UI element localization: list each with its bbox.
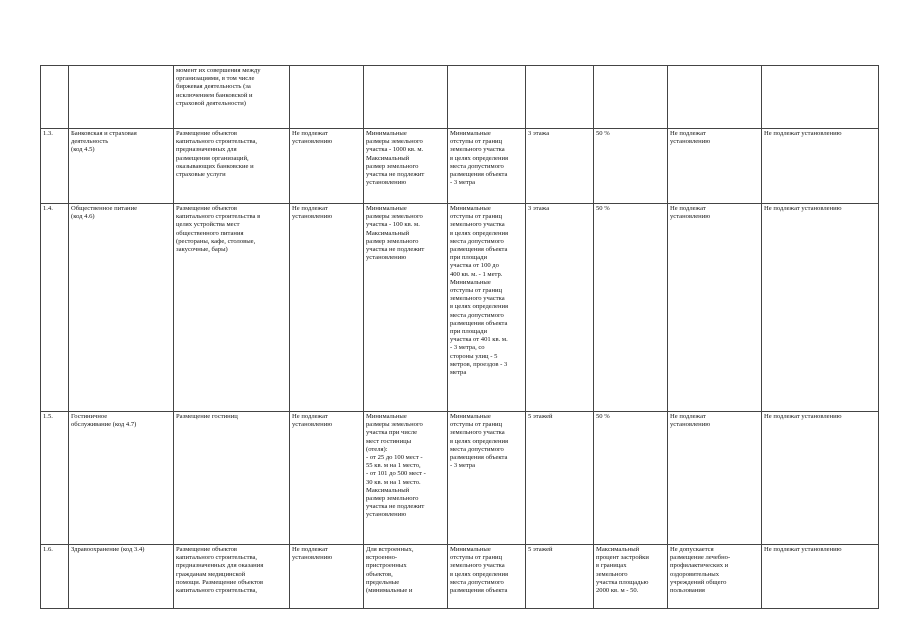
use-description-cell: Размещение гостиниц (174, 412, 290, 545)
coverage-cell: Максимальный процент застройки в границах земельного участка площадью 2000 кв. м - 50. (594, 545, 668, 609)
setback-cell (448, 66, 526, 129)
plot-size-cell: Для встроенных, встроенно- пристроенных объектов, предельные (минимальные и (364, 545, 448, 609)
plot-size-cell: Минимальные размеры земельного участка при числе мест гостиницы (отеля): - от 25 до 100 мест - 55 кв. м на 1 место, - от 101 до 500 мест - 30 кв. м на 1 место. Максимальный размер земельного участка не подлежит установлению (364, 412, 448, 545)
land-use-name-cell: Банковская и страховая деятельность (код 4.5) (69, 129, 174, 204)
plot-size-cell: Минимальные размеры земельного участка - 1000 кв. м. Максимальный размер земельного участка не подлежит установлению (364, 129, 448, 204)
land-use-name-cell (69, 66, 174, 129)
cell-col9: Не подлежат установлению (668, 129, 762, 204)
cell-col9: Не допускается размещение лечебно- профилактических и оздоровительных учреждений общего пользования (668, 545, 762, 609)
table-row (41, 204, 879, 412)
table-row (41, 412, 879, 545)
row-number-cell: 1.6. (41, 545, 69, 609)
cell-col4: Не подлежат установлению (290, 204, 364, 412)
use-description-cell: Размещение объектов капитального строительства, предназначенных для размещения организаций, оказывающих банковские и страховые услуги (174, 129, 290, 204)
floors-cell: 5 этажей (526, 412, 594, 545)
floors-cell (526, 66, 594, 129)
land-use-name-cell: Гостиничное обслуживание (код 4.7) (69, 412, 174, 545)
cell-col10: Не подлежат установлению (762, 545, 879, 609)
cell-col9: Не подлежат установлению (668, 204, 762, 412)
row-number-cell: 1.3. (41, 129, 69, 204)
use-description-cell: Размещение объектов капитального строительства, предназначенных для оказания гражданам медицинской помощи. Размещение объектов капитального строительства, (174, 545, 290, 609)
floors-cell: 3 этажа (526, 129, 594, 204)
plot-size-cell: Минимальные размеры земельного участка - 100 кв. м. Максимальный размер земельного участка не подлежит установлению (364, 204, 448, 412)
setback-cell: Минимальные отступы от границ земельного участка в целях определения места допустимого размещения объекта (448, 545, 526, 609)
row-number-cell: 1.5. (41, 412, 69, 545)
table-row (41, 66, 879, 129)
cell-col10: Не подлежат установлению (762, 129, 879, 204)
table-row (41, 545, 879, 609)
zoning-regulations-table (40, 65, 879, 609)
coverage-cell: 50 % (594, 129, 668, 204)
row-number-cell (41, 66, 69, 129)
setback-cell: Минимальные отступы от границ земельного участка в целях определения места допустимого размещения объекта - 3 метра (448, 412, 526, 545)
coverage-cell (594, 66, 668, 129)
floors-cell: 5 этажей (526, 545, 594, 609)
use-description-cell: Размещение объектов капитального строительства в целях устройства мест общественного питания (рестораны, кафе, столовые, закусочные, бары) (174, 204, 290, 412)
cell-col4: Не подлежат установлению (290, 412, 364, 545)
cell-col10: Не подлежат установлению (762, 412, 879, 545)
setback-cell: Минимальные отступы от границ земельного участка в целях определения места допустимого размещения объекта - 3 метра (448, 129, 526, 204)
cell-col10: Не подлежат установлению (762, 204, 879, 412)
land-use-name-cell: Здравоохранение (код 3.4) (69, 545, 174, 609)
setback-cell: Минимальные отступы от границ земельного участка в целях определения места допустимого размещения объекта при площади участка от 100 до 400 кв. м. - 1 метр. Минимальные отступы от границ земельного участка в целях определения места допустимого размещения объекта при площади участка от 401 кв. м. - 3 метра, со стороны улиц - 5 метров, проездов - 3 метра (448, 204, 526, 412)
floors-cell: 3 этажа (526, 204, 594, 412)
coverage-cell: 50 % (594, 412, 668, 545)
plot-size-cell (364, 66, 448, 129)
row-number-cell: 1.4. (41, 204, 69, 412)
use-description-cell: момент их совершения между организациями, в том числе биржевая деятельность (за исключением банковской и страховой деятельности) (174, 66, 290, 129)
cell-col9: Не подлежат установлению (668, 412, 762, 545)
cell-col9 (668, 66, 762, 129)
cell-col10 (762, 66, 879, 129)
cell-col4: Не подлежат установлению (290, 545, 364, 609)
cell-col4: Не подлежат установлению (290, 129, 364, 204)
table-row (41, 129, 879, 204)
land-use-name-cell: Общественное питание (код 4.6) (69, 204, 174, 412)
coverage-cell: 50 % (594, 204, 668, 412)
cell-col4 (290, 66, 364, 129)
